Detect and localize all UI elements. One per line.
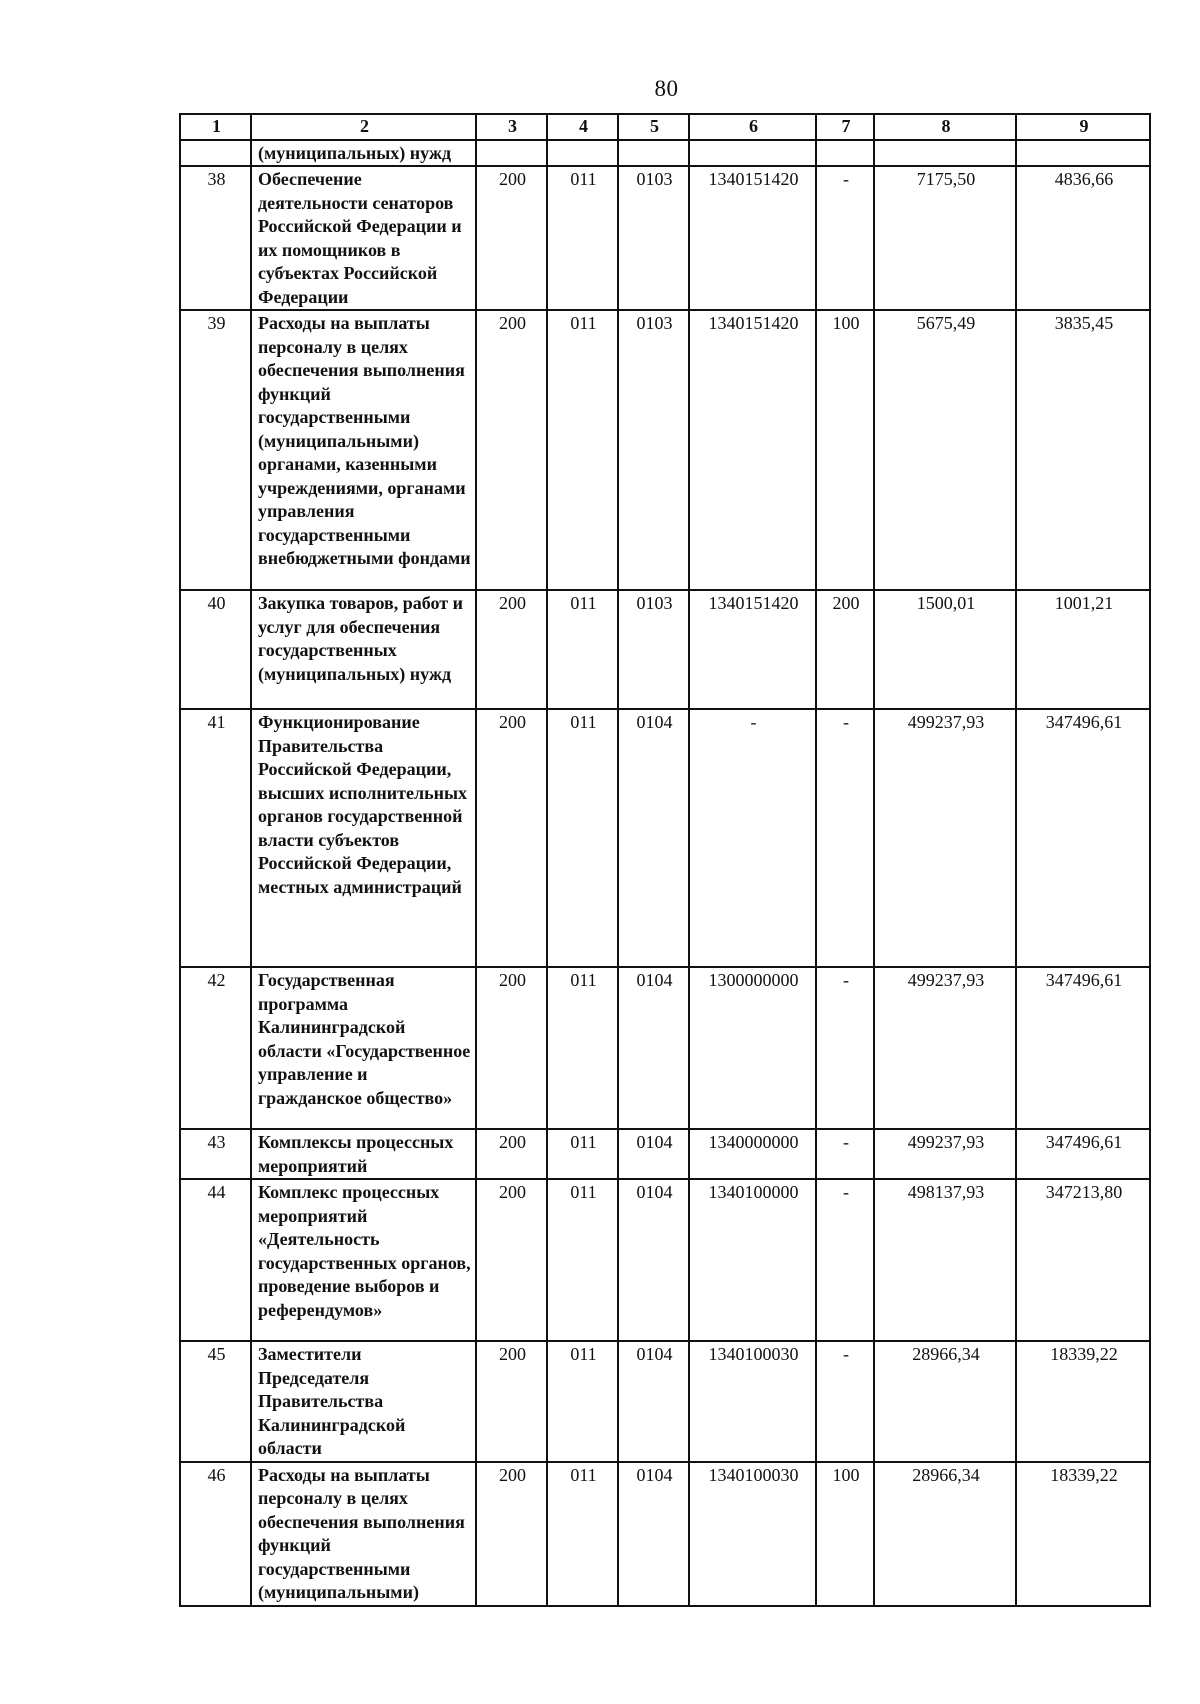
- amount-col-9: 347496,61: [1016, 967, 1150, 1129]
- item-name: Заместители Председателя Правительства Калининградской области: [251, 1341, 476, 1462]
- row-number: 44: [180, 1179, 251, 1341]
- expense-type-code: -: [816, 1179, 874, 1341]
- code-col-3: 200: [476, 1462, 547, 1606]
- expense-type-code: 100: [816, 1462, 874, 1606]
- section-code: 0103: [618, 310, 689, 590]
- amount-col-9: 347213,80: [1016, 1179, 1150, 1341]
- budget-table: [179, 113, 1151, 1607]
- section-code: 0104: [618, 1179, 689, 1341]
- amount-col-8: 5675,49: [874, 310, 1016, 590]
- code-col-4: 011: [547, 310, 618, 590]
- amount-col-8: 499237,93: [874, 709, 1016, 967]
- amount-col-8: 499237,93: [874, 1129, 1016, 1179]
- item-name: Государственная программа Калининградской области «Государственное управление и гражданское общество»: [251, 967, 476, 1129]
- table-row: [180, 590, 1150, 709]
- code-col-3: 200: [476, 1341, 547, 1462]
- section-code: 0104: [618, 709, 689, 967]
- expense-type-code: 100: [816, 310, 874, 590]
- row-number: 46: [180, 1462, 251, 1606]
- target-article-code: -: [689, 709, 816, 967]
- code-col-4: 011: [547, 709, 618, 967]
- amount-col-8: 499237,93: [874, 967, 1016, 1129]
- expense-type-code: -: [816, 1341, 874, 1462]
- row-number: 45: [180, 1341, 251, 1462]
- target-article-code: 1340100000: [689, 1179, 816, 1341]
- code-col-3: 200: [476, 709, 547, 967]
- item-name: Расходы на выплаты персоналу в целях обеспечения выполнения функций государственными (муниципальными): [251, 1462, 476, 1606]
- item-name: Комплекс процессных мероприятий «Деятельность государственных органов, проведение выборов и референдумов»: [251, 1179, 476, 1341]
- table-row: [180, 310, 1150, 590]
- section-code: 0104: [618, 1341, 689, 1462]
- table-row: [180, 967, 1150, 1129]
- expense-type-code: -: [816, 166, 874, 310]
- expense-type-code: -: [816, 967, 874, 1129]
- table-row: [180, 166, 1150, 310]
- code-col-4: 011: [547, 166, 618, 310]
- amount-col-9: 18339,22: [1016, 1341, 1150, 1462]
- code-col-4: 011: [547, 1462, 618, 1606]
- code-col-4: 011: [547, 1129, 618, 1179]
- column-header: 9: [1016, 114, 1150, 140]
- column-header: 8: [874, 114, 1016, 140]
- section-code: [618, 140, 689, 167]
- target-article-code: 1340151420: [689, 310, 816, 590]
- section-code: 0103: [618, 590, 689, 709]
- item-name: Обеспечение деятельности сенаторов Российской Федерации и их помощников в субъектах Российской Федерации: [251, 166, 476, 310]
- target-article-code: 1300000000: [689, 967, 816, 1129]
- row-number: 38: [180, 166, 251, 310]
- amount-col-8: 1500,01: [874, 590, 1016, 709]
- amount-col-9: 3835,45: [1016, 310, 1150, 590]
- code-col-3: [476, 140, 547, 167]
- item-name: (муниципальных) нужд: [251, 140, 476, 167]
- code-col-4: 011: [547, 967, 618, 1129]
- code-col-4: [547, 140, 618, 167]
- code-col-4: 011: [547, 1341, 618, 1462]
- target-article-code: 1340000000: [689, 1129, 816, 1179]
- item-name: Расходы на выплаты персоналу в целях обеспечения выполнения функций государственными (муниципальными) органами, казенными учреждениями, органами управления государственными внебюджетными фондами: [251, 310, 476, 590]
- amount-col-8: 7175,50: [874, 166, 1016, 310]
- amount-col-9: 347496,61: [1016, 1129, 1150, 1179]
- code-col-3: 200: [476, 1129, 547, 1179]
- amount-col-9: 1001,21: [1016, 590, 1150, 709]
- code-col-3: 200: [476, 1179, 547, 1341]
- target-article-code: 1340151420: [689, 166, 816, 310]
- table-row: [180, 1462, 1150, 1606]
- item-name: Функционирование Правительства Российской Федерации, высших исполнительных органов государственной власти субъектов Российской Федерации, местных администраций: [251, 709, 476, 967]
- table-row: [180, 1179, 1150, 1341]
- row-number: 39: [180, 310, 251, 590]
- table-row: [180, 140, 1150, 167]
- row-number: 40: [180, 590, 251, 709]
- target-article-code: 1340100030: [689, 1462, 816, 1606]
- column-header: 7: [816, 114, 874, 140]
- code-col-3: 200: [476, 166, 547, 310]
- table-row: [180, 1129, 1150, 1179]
- amount-col-8: 28966,34: [874, 1341, 1016, 1462]
- expense-type-code: -: [816, 1129, 874, 1179]
- target-article-code: 1340151420: [689, 590, 816, 709]
- expense-type-code: -: [816, 709, 874, 967]
- expense-type-code: [816, 140, 874, 167]
- code-col-4: 011: [547, 590, 618, 709]
- item-name: Закупка товаров, работ и услуг для обеспечения государственных (муниципальных) нужд: [251, 590, 476, 709]
- expense-type-code: 200: [816, 590, 874, 709]
- section-code: 0103: [618, 166, 689, 310]
- code-col-3: 200: [476, 967, 547, 1129]
- section-code: 0104: [618, 1129, 689, 1179]
- amount-col-8: 28966,34: [874, 1462, 1016, 1606]
- code-col-3: 200: [476, 590, 547, 709]
- section-code: 0104: [618, 967, 689, 1129]
- code-col-4: 011: [547, 1179, 618, 1341]
- amount-col-9: 4836,66: [1016, 166, 1150, 310]
- row-number: [180, 140, 251, 167]
- table-header-row: [180, 114, 1150, 140]
- target-article-code: 1340100030: [689, 1341, 816, 1462]
- table-row: [180, 709, 1150, 967]
- amount-col-9: [1016, 140, 1150, 167]
- column-header: 4: [547, 114, 618, 140]
- row-number: 43: [180, 1129, 251, 1179]
- row-number: 42: [180, 967, 251, 1129]
- column-header: 3: [476, 114, 547, 140]
- target-article-code: [689, 140, 816, 167]
- column-header: 2: [251, 114, 476, 140]
- column-header: 1: [180, 114, 251, 140]
- amount-col-9: 18339,22: [1016, 1462, 1150, 1606]
- row-number: 41: [180, 709, 251, 967]
- amount-col-8: 498137,93: [874, 1179, 1016, 1341]
- item-name: Комплексы процессных мероприятий: [251, 1129, 476, 1179]
- page-number: 80: [654, 76, 679, 101]
- amount-col-8: [874, 140, 1016, 167]
- code-col-3: 200: [476, 310, 547, 590]
- table-row: [180, 1341, 1150, 1462]
- section-code: 0104: [618, 1462, 689, 1606]
- column-header: 6: [689, 114, 816, 140]
- column-header: 5: [618, 114, 689, 140]
- amount-col-9: 347496,61: [1016, 709, 1150, 967]
